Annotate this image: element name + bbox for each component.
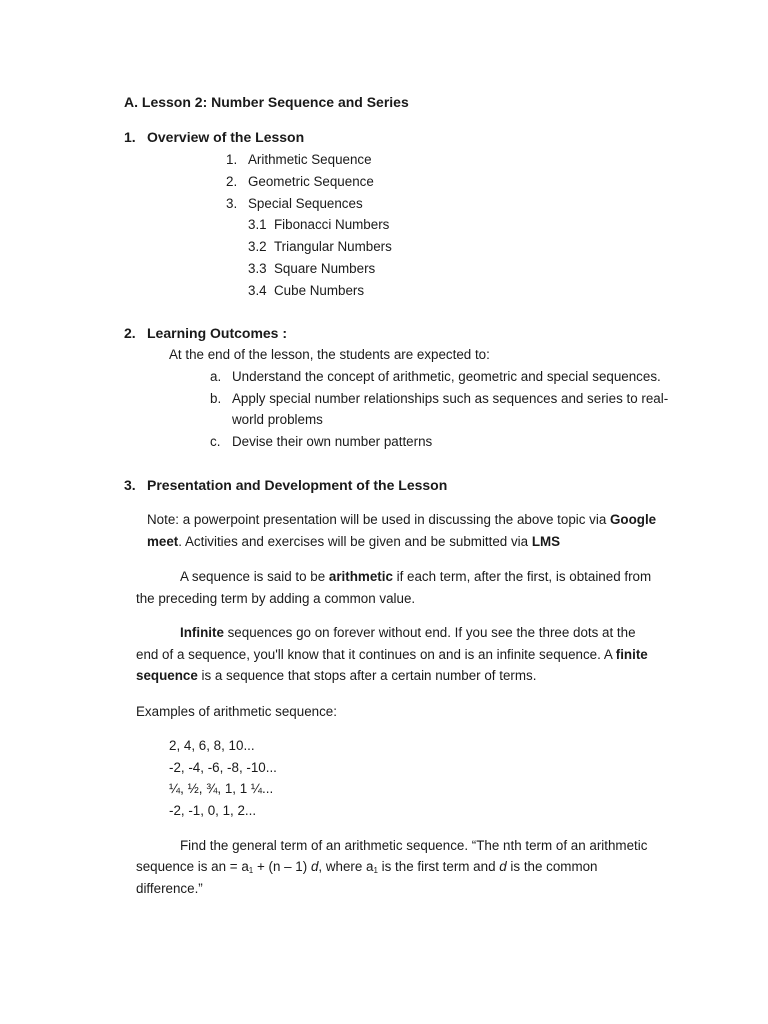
item-label: Geometric Sequence bbox=[248, 174, 374, 189]
item-number: a. bbox=[210, 369, 222, 384]
para-text: A sequence is said to be bbox=[180, 569, 329, 584]
para-text: if each term, after the first, is obtained from bbox=[392, 569, 652, 584]
italic-d: d bbox=[310, 859, 319, 874]
sub-list-item bbox=[248, 282, 365, 300]
example-sequence: -2, -1, 0, 1, 2... bbox=[169, 803, 257, 818]
section-title: Overview of the Lesson bbox=[147, 129, 305, 145]
general-term-line-1: Find the general term of an arithmetic sequence. “The nth term of an arithmetic bbox=[180, 838, 648, 853]
note-line-2 bbox=[147, 533, 560, 551]
item-number: 3.2 bbox=[248, 239, 267, 254]
note-bold-google: Google bbox=[610, 512, 657, 527]
bold-arithmetic: arithmetic bbox=[328, 569, 393, 584]
general-term-line-3: difference.” bbox=[136, 881, 203, 896]
list-item bbox=[210, 390, 669, 408]
section-number: 3. bbox=[124, 477, 136, 493]
section-presentation-heading bbox=[124, 476, 448, 494]
arithmetic-paragraph-line-1 bbox=[180, 568, 651, 586]
outcomes-intro: At the end of the lesson, the students are expected to: bbox=[169, 347, 490, 362]
note-bold-meet: meet bbox=[147, 534, 179, 549]
bold-infinite: Infinite bbox=[180, 625, 224, 640]
para-text: is the first term and bbox=[377, 859, 500, 874]
bold-finite: finite bbox=[615, 647, 648, 662]
item-number: c. bbox=[210, 434, 221, 449]
arithmetic-paragraph-line-2: the preceding term by adding a common value. bbox=[136, 591, 416, 606]
note-text: Note: a powerpoint presentation will be used in discussing the above topic via bbox=[147, 512, 610, 527]
note-bold-lms: LMS bbox=[531, 534, 561, 549]
note-text: . Activities and exercises will be given and be submitted via bbox=[178, 534, 532, 549]
item-number: 3.3 bbox=[248, 261, 267, 276]
item-number: 1. bbox=[226, 152, 238, 167]
para-text: sequences go on forever without end. If you see the three dots at the bbox=[223, 625, 636, 640]
para-text: sequence is an = a bbox=[136, 859, 249, 874]
item-label: Fibonacci Numbers bbox=[274, 217, 390, 232]
item-number: 3. bbox=[226, 196, 238, 211]
bold-sequence: sequence bbox=[136, 668, 198, 683]
sub-list-item bbox=[248, 238, 392, 256]
italic-d: d bbox=[499, 859, 507, 874]
para-text: , where a bbox=[318, 859, 374, 874]
item-label-continuation: world problems bbox=[232, 412, 323, 427]
infinite-paragraph-line-3 bbox=[136, 667, 536, 685]
infinite-paragraph-line-2 bbox=[136, 646, 648, 664]
item-number: b. bbox=[210, 391, 222, 406]
note-line-1 bbox=[147, 511, 656, 529]
section-number: 1. bbox=[124, 129, 136, 145]
item-label: Special Sequences bbox=[248, 196, 363, 211]
item-label: Apply special number relationships such as sequences and series to real- bbox=[232, 391, 669, 406]
item-label: Triangular Numbers bbox=[274, 239, 392, 254]
sub-list-item bbox=[248, 260, 376, 278]
para-text: is the common bbox=[506, 859, 598, 874]
general-term-line-2 bbox=[136, 858, 598, 876]
para-text: end of a sequence, you'll know that it continues on and is an infinite sequence. A bbox=[136, 647, 616, 662]
list-item bbox=[210, 433, 433, 451]
section-number: 2. bbox=[124, 325, 136, 341]
infinite-paragraph-line-1 bbox=[180, 624, 636, 642]
section-outcomes-heading bbox=[124, 324, 288, 342]
item-number: 3.4 bbox=[248, 283, 267, 298]
sub-list-item bbox=[248, 216, 390, 234]
item-label: Arithmetic Sequence bbox=[248, 152, 372, 167]
list-item bbox=[226, 151, 372, 169]
item-label: Square Numbers bbox=[274, 261, 376, 276]
list-item bbox=[210, 368, 661, 386]
item-label: Cube Numbers bbox=[274, 283, 365, 298]
subscript: 1 bbox=[373, 866, 378, 875]
example-sequence: ¼, ½, ¾, 1, 1 ¼... bbox=[169, 781, 274, 796]
para-text: is a sequence that stops after a certain number of terms. bbox=[197, 668, 537, 683]
list-item bbox=[226, 173, 374, 191]
section-overview-heading bbox=[124, 128, 305, 146]
item-label: Understand the concept of arithmetic, geometric and special sequences. bbox=[232, 369, 661, 384]
subscript: 1 bbox=[248, 866, 254, 875]
examples-label: Examples of arithmetic sequence: bbox=[136, 704, 337, 719]
section-title: Learning Outcomes : bbox=[147, 325, 288, 341]
item-label: Devise their own number patterns bbox=[232, 434, 433, 449]
section-title: Presentation and Development of the Lesson bbox=[147, 477, 448, 493]
item-number: 3.1 bbox=[248, 217, 267, 232]
example-sequence: -2, -4, -6, -8, -10... bbox=[169, 760, 277, 775]
example-sequence: 2, 4, 6, 8, 10... bbox=[169, 738, 255, 753]
lesson-title: A. Lesson 2: Number Sequence and Series bbox=[124, 94, 409, 110]
list-item bbox=[226, 195, 363, 213]
para-text: + (n – 1) bbox=[253, 859, 311, 874]
item-number: 2. bbox=[226, 174, 238, 189]
